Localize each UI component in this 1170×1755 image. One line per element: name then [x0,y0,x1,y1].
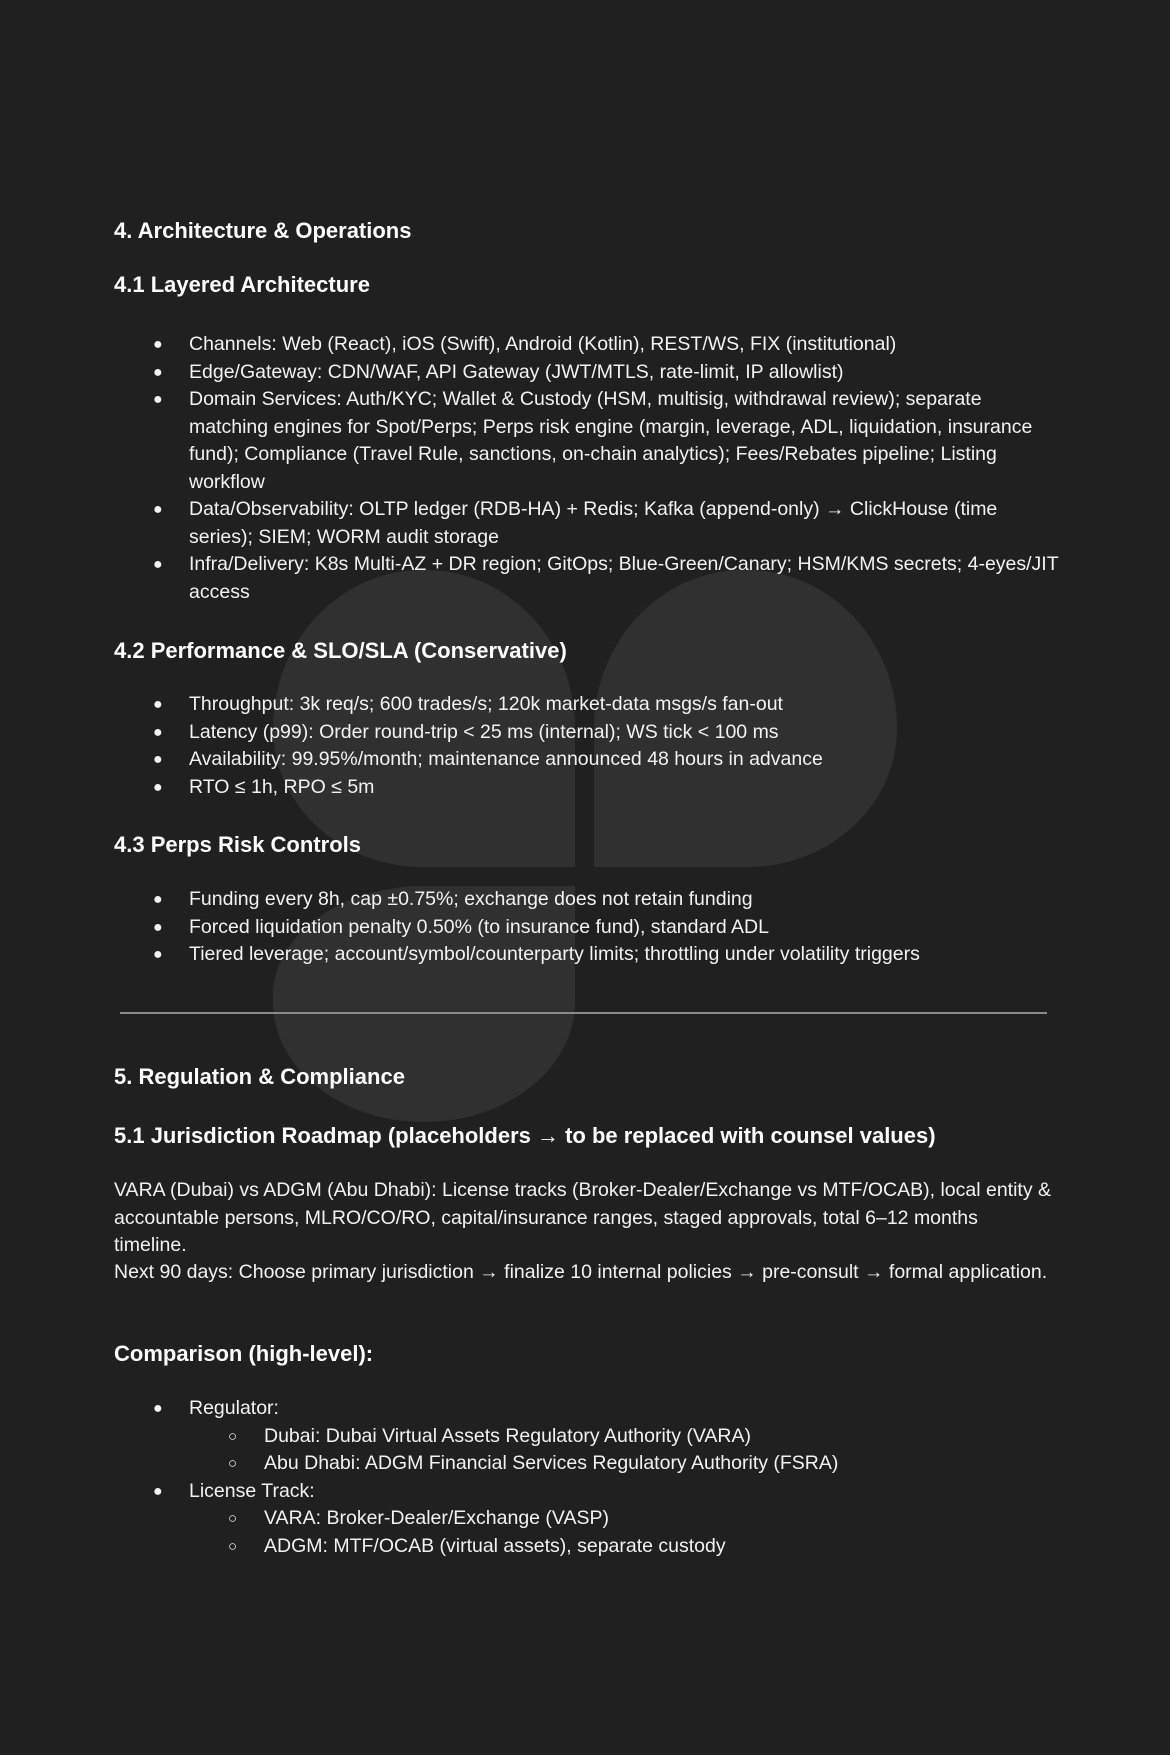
list-item: ● Latency (p99): Order round-trip < 25 ms (internal); WS tick < 100 ms [114,719,1059,747]
list-item: ● RTO ≤ 1h, RPO ≤ 5m [114,774,1059,802]
license-track-sublist [189,1505,1059,1560]
hollow-bullet-icon: ○ [228,1537,238,1555]
list-item: ● Infra/Delivery: K8s Multi-AZ + DR region; GitOps; Blue-Green/Canary; HSM/KMS secrets; 4-eyes/JIT access [153,553,1059,603]
layered-architecture-list [114,331,1059,606]
bullet-icon: ● [153,501,163,518]
section-5-heading: 5. Regulation & Compliance [114,1064,405,1089]
list-item: ● Availability: 99.95%/month; maintenance announced 48 hours in advance [114,746,1059,774]
jurisdiction-paragraph: VARA (Dubai) vs ADGM (Abu Dhabi): License tracks (Broker-Dealer/Exchange vs MTF/OCAB), local entity & accountable persons, MLRO/CO/RO, capital/insurance ranges, staged approvals, total 6–12 months timeline. [114,1179,1052,1256]
list-item: ● Tiered leverage; account/symbol/counterparty limits; throttling under volatility triggers [114,941,1059,969]
bullet-icon: ● [153,391,163,408]
bullet-icon: ● [153,556,163,573]
comparison-heading: Comparison (high-level): [114,1341,374,1366]
list-item: ● Forced liquidation penalty 0.50% (to insurance fund), standard ADL [114,914,1059,942]
bullet-icon: ● [153,918,163,936]
next-90-days-paragraph: Next 90 days: Choose primary jurisdiction → finalize 10 internal policies → pre-consult → formal application. [114,1261,1048,1283]
sub-list-item: ○ Abu Dhabi: ADGM Financial Services Regulatory Authority (FSRA) [189,1450,1059,1478]
comparison-list [114,1395,1059,1560]
hollow-bullet-icon: ○ [228,1427,238,1445]
bullet-icon: ● [153,696,163,713]
bullet-icon: ● [153,336,163,353]
list-item: ● Regulator: ○ Dubai: Dubai Virtual Assets Regulatory Authority (VARA) ○ Abu Dhabi: ADGM Financial Services Regulatory Authority (FSRA) [114,1395,1059,1478]
section-4-2-heading: 4.2 Performance & SLO/SLA (Conservative) [114,638,567,663]
list-item: ● Funding every 8h, cap ±0.75%; exchange does not retain funding [114,886,1059,914]
sub-list-item: ○ ADGM: MTF/OCAB (virtual assets), separate custody [189,1533,1059,1561]
hollow-bullet-icon: ○ [228,1455,238,1472]
section-4-1-heading: 4.1 Layered Architecture [114,272,370,297]
section-4-3-heading: 4.3 Perps Risk Controls [114,832,361,857]
list-item: ● Edge/Gateway: CDN/WAF, API Gateway (JWT/MTLS, rate-limit, IP allowlist) [114,359,1059,387]
bullet-icon: ● [153,363,163,381]
performance-slo-list [114,691,1059,801]
regulator-sublist [189,1423,1059,1478]
bullet-icon: ● [153,1400,163,1417]
bullet-icon: ● [153,778,163,796]
list-item: ● Channels: Web (React), iOS (Swift), Android (Kotlin), REST/WS, FIX (institutional) [114,331,1059,359]
section-4-heading: 4. Architecture & Operations [114,218,412,243]
section-5-1-heading: 5.1 Jurisdiction Roadmap (placeholders → to be replaced with counsel values) [114,1123,936,1148]
list-item: ● License Track: ○ VARA: Broker-Dealer/Exchange (VASP) ○ ADGM: MTF/OCAB (virtual assets), separate custody [114,1478,1059,1561]
list-item: ● Throughput: 3k req/s; 600 trades/s; 120k market-data msgs/s fan-out [114,691,1059,719]
bullet-icon: ● [153,723,163,741]
hollow-bullet-icon: ○ [228,1510,238,1527]
horizontal-divider [120,1012,1047,1014]
bullet-icon: ● [153,751,163,768]
bullet-icon: ● [153,1482,163,1500]
list-item: ● Data/Observability: OLTP ledger (RDB-HA) + Redis; Kafka (append-only) → ClickHouse (time series); SIEM; WORM audit storage [153,498,998,548]
sub-list-item: ○ VARA: Broker-Dealer/Exchange (VASP) [189,1505,1059,1533]
list-item: ● Domain Services: Auth/KYC; Wallet & Custody (HSM, multisig, withdrawal review); separate matching engines for Spot/Perps; Perps risk engine (margin, leverage, ADL, liquidation, insurance fund); Compliance (Travel Rule, sanctions, on-chain analytics); Fees/Rebates pipeline; Listing workflow [153,388,1033,493]
bullet-icon: ● [153,891,163,908]
bullet-icon: ● [153,946,163,963]
perps-risk-list [114,886,1059,969]
sub-list-item: ○ Dubai: Dubai Virtual Assets Regulatory Authority (VARA) [189,1423,1059,1451]
